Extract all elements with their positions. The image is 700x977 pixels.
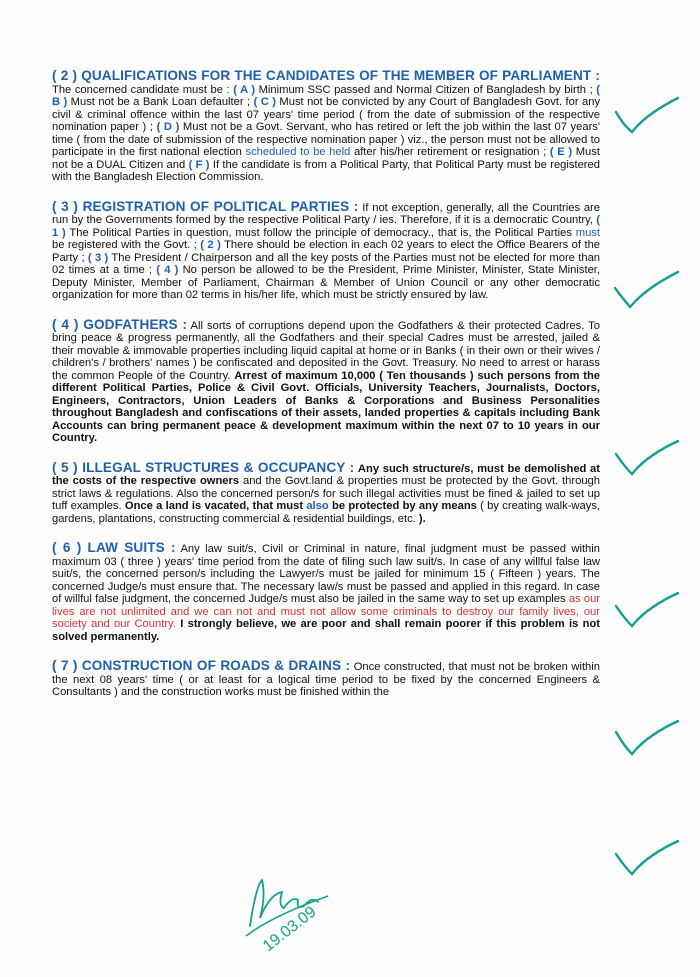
body-text: after his/her retirement or resignation ;: [353, 146, 547, 158]
highlighted-text: must: [575, 226, 601, 239]
section-heading: ( 6 ) LAW SUITS :: [52, 540, 176, 555]
bold-text: Any such structure/s, must be demolished at the costs of the respective owners: [52, 462, 600, 487]
body-text: If the candidate is from a Political Party, that Political Party must be registered with the Bangladesh Election Commission.: [52, 158, 600, 183]
body-text: Must not be convicted by any Court of Bangladesh Govt. for any civil & criminal offence within the last 07 years' time period ( from the date of submission of the respective nomination paper ) ;: [52, 96, 601, 133]
item-marker: ( E ): [549, 146, 573, 158]
bold-text: I strongly believe, we are poor and shall remain poorer if this problem is not solved permanently.: [52, 618, 601, 643]
highlighted-text: scheduled to be held: [245, 146, 351, 158]
signature: [232, 856, 352, 966]
body-text: be registered with the Govt. ;: [52, 239, 197, 251]
item-marker: ( 3 ): [87, 251, 109, 264]
section-illegal-structures: [52, 459, 601, 526]
section-law-suits: [52, 542, 600, 643]
item-marker: ( F ): [188, 158, 210, 171]
bold-text: Arrest of maximum 10,000 ( Ten thousands ) such persons from the different Political Parties, Police & Civil Govt. Officials, University Teachers, Journalists, Doctors, Engineers, Contractors, Union Leaders of Banks & Corporations and Business Personalities throughout Bangladesh and confiscations of their assets, landed properties & capitals including Bank Accounts can bring permanent peace & development maximum within the next 07 to 10 years in our Country.: [52, 369, 601, 444]
body-text: There should be election in each 02 years to elect the Office Bearers of the Party ;: [52, 239, 601, 264]
section-heading: ( 7 ) CONSTRUCTION OF ROADS & DRAINS :: [52, 658, 351, 673]
section-registration: [52, 198, 601, 302]
item-marker: ( B ): [52, 83, 600, 108]
section-roads-drains: [52, 660, 600, 699]
body-text: Must not be a Govt. Servant, who has retired or left the job within the last 07 years' time ( from the date of submission of the respective nomination paper ) viz., the person must not be allowed to participate in the first national election: [52, 121, 601, 158]
section-heading: ( 3 ) REGISTRATION OF POLITICAL PARTIES :: [52, 198, 359, 214]
bold-text: be protected by any means: [332, 500, 477, 512]
body-text: The concerned candidate must be :: [52, 83, 230, 96]
section-heading: ( 5 ) ILLEGAL STRUCTURES & OCCUPANCY :: [52, 459, 355, 475]
body-text: If not exception, generally, all the Countries are run by the Governments formed by the respective Political Party / ies. Therefore, if it is a democratic Country,: [52, 201, 601, 226]
check-mark-icon: [612, 438, 682, 478]
bold-text: ).: [418, 512, 426, 525]
body-text: Once constructed, that must not be broken within the next 08 years' time ( or at least for a logical time period to be fixed by the concerned Engineers & Consultants ) and the construction works must be finished within the: [52, 661, 600, 698]
body-text: The Political Parties in question, must follow the principle of democracy., that is, the Political Parties: [69, 226, 572, 239]
highlighted-text: also: [306, 500, 329, 512]
signature-date: 19.03.09: [259, 903, 320, 956]
item-marker: ( D ): [156, 121, 180, 133]
item-marker: ( A ): [233, 83, 256, 96]
body-text: No person be allowed to be the President, Prime Minister, Minister, State Minister, Deputy Minister, Member of Parliament, Chairman & Member of Union Council or any other democratic organization for more than 02 terms in his/her life, which must be strictly ensured by law.: [52, 264, 601, 301]
body-text: Any law suit/s, Civil or Criminal in nature, final judgment must be passed within maximum 03 ( three ) years' time period from the date of filing such law suit/s. In case of any willful false law suit/s, the concerned person/s including the Lawyer/s must be jailed for minimum 15 ( Fifteen ) years. The concerned Judge/s must ensure that. The necessary law/s must be passed and applied in this regard. In case of willful false judgment, the concerned Judge/s must also be jailed in the same way to set up examples: [52, 543, 600, 605]
bold-text: Once a land is vacated, that must: [124, 500, 304, 512]
section-qualifications: [52, 70, 600, 184]
check-mark-icon: [612, 96, 682, 136]
body-text: Minimum SSC passed and Normal Citizen of Bangladesh by birth ;: [258, 83, 593, 96]
item-marker: ( 2 ): [200, 239, 221, 251]
body-text: ( by creating walk-ways, gardens, plantations, constructing commercial & residential buildings, etc.: [52, 500, 601, 525]
check-mark-icon: [612, 718, 682, 758]
body-text: and the Govt.land & properties must be protected by the Govt. through strict laws & regulations. Also the concerned person/s for such illegal activities must be fined & jailed to set up tuff examples.: [52, 475, 600, 512]
body-text: The President / Chairperson and all the key posts of the Parties must not be elected for more than 02 times at a time ;: [52, 251, 601, 276]
section-godfathers: [52, 316, 601, 445]
body-text: All sorts of corruptions depend upon the Godfathers & their protected Cadres. To bring peace & progress permanently, all the Godfathers and their special Cadres must be arrested, jailed & their movable & immovable properties including liquid capital at home or in Banks ( in their own or their wives / children's / brothers' names ) be confiscated and deposited in the Govt. Treasury. No need to arrest or harass the common People of the Country.: [52, 319, 600, 382]
item-marker: ( 4 ): [156, 264, 179, 276]
check-mark-icon: [612, 590, 682, 630]
body-text: Must not be a Bank Loan defaulter ;: [70, 96, 251, 108]
section-heading: ( 2 ) QUALIFICATIONS FOR THE CANDIDATES OF THE MEMBER OF PARLIAMENT :: [52, 68, 600, 83]
document-body: [52, 70, 600, 716]
item-marker: ( C ): [253, 96, 276, 108]
check-mark-icon: [612, 838, 682, 878]
item-marker: ( 1 ): [52, 214, 600, 239]
red-highlighted-text: as our lives are not unlimited and we can not and must not allow some criminals to destroy our family lives, our society and our Country.: [52, 593, 601, 630]
check-mark-icon: [612, 270, 682, 310]
body-text: Must not be a DUAL Citizen and: [52, 146, 600, 171]
section-heading: ( 4 ) GODFATHERS :: [52, 316, 188, 332]
